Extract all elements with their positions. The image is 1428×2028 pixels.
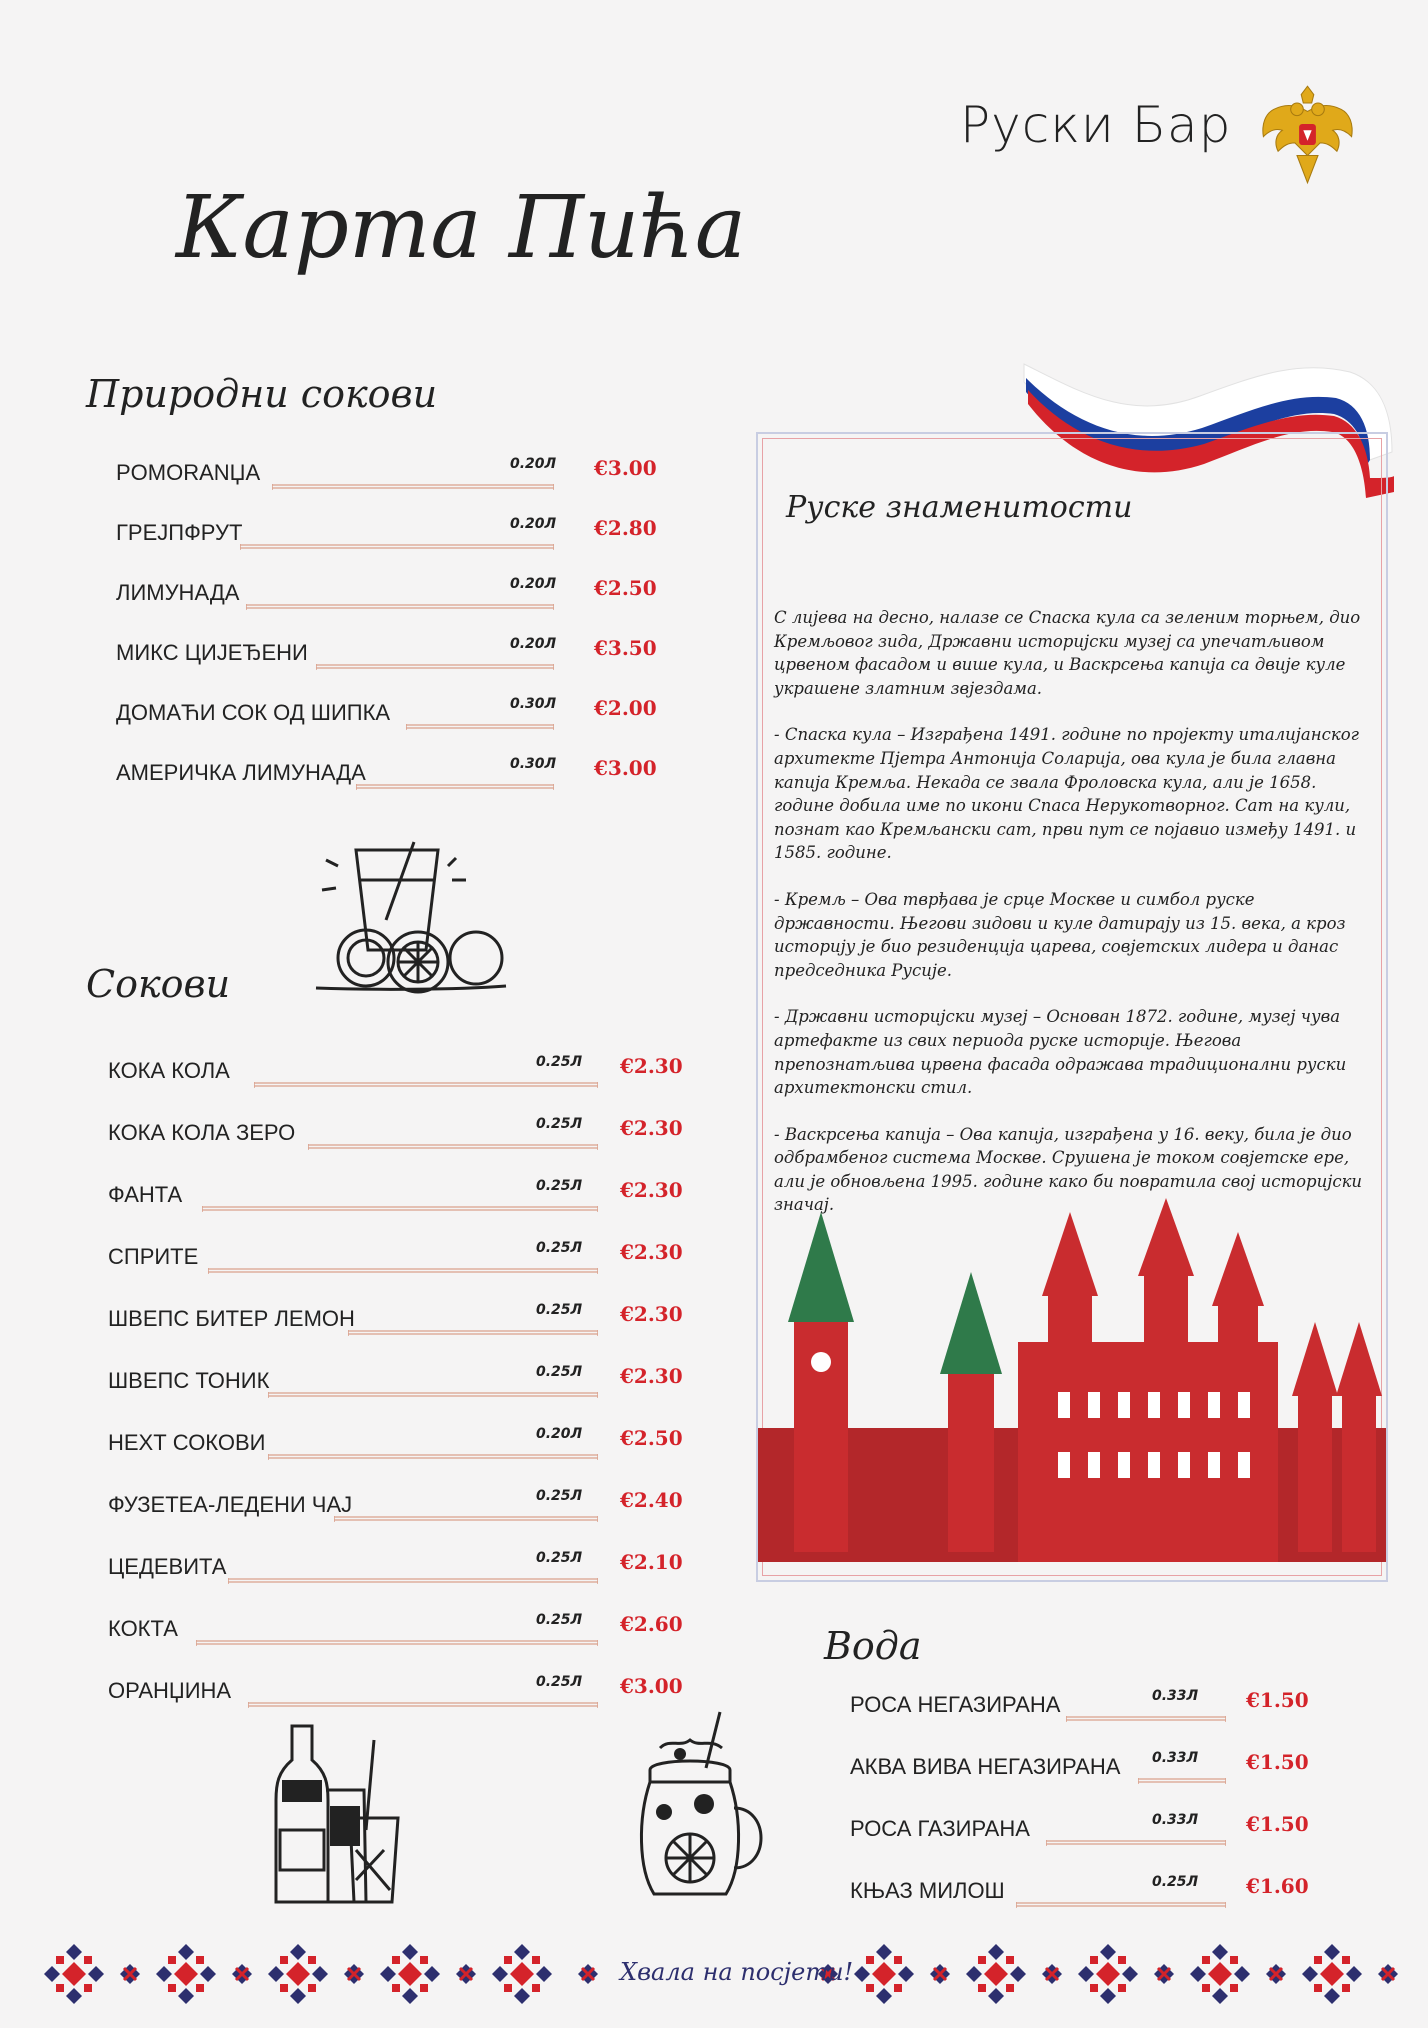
landmarks-paragraph: - Кремљ – Ова тврђава је срце Москве и симбол руске државности. Његови зидови и куле датирају из 15. века, а кроз историју је био резиденција царева, совјетских лидера и данас председника Русије. bbox=[774, 889, 1346, 980]
menu-item-name: ФУЗЕТЕА-ЛЕДЕНИ ЧАЈ bbox=[108, 1492, 353, 1517]
mason-jar-drink-icon bbox=[630, 1708, 780, 1908]
menu-item-name: ДОМАЋИ СОК ОД ШИПКА bbox=[116, 700, 391, 725]
menu-item-name: ШВЕПС БИТЕР ЛЕМОН bbox=[108, 1306, 355, 1331]
leader-line bbox=[316, 664, 554, 670]
menu-item-name: АКВА ВИВА НЕГАЗИРАНА bbox=[850, 1754, 1121, 1779]
menu-item-name: РОСА ГАЗИРАНА bbox=[850, 1816, 1030, 1841]
leader-line bbox=[1138, 1778, 1226, 1784]
menu-item-name: ГРЕЈПФРУТ bbox=[116, 520, 243, 545]
menu-item-row bbox=[108, 1298, 690, 1338]
menu-item-price: €1.50 bbox=[1246, 1812, 1309, 1836]
menu-item-row bbox=[108, 1422, 690, 1462]
menu-item-price: €1.50 bbox=[1246, 1688, 1309, 1712]
leader-line bbox=[254, 1082, 598, 1088]
menu-item-name: НЕХТ СОКОВИ bbox=[108, 1430, 266, 1455]
menu-item-row bbox=[850, 1684, 1316, 1724]
menu-item-name: РОСА НЕГАЗИРАНА bbox=[850, 1692, 1061, 1717]
leader-line bbox=[248, 1702, 598, 1708]
menu-item-volume: 0.30Л bbox=[510, 696, 557, 712]
leader-line bbox=[1066, 1716, 1226, 1722]
menu-item-volume: 0.20Л bbox=[536, 1426, 583, 1442]
menu-item-row bbox=[116, 692, 664, 732]
leader-line bbox=[268, 1392, 598, 1398]
menu-item-row bbox=[850, 1746, 1316, 1786]
menu-item-name: АМЕРИЧКА ЛИМУНАДА bbox=[116, 760, 366, 785]
menu-item-name: POMORANЏA bbox=[116, 460, 261, 485]
menu-item-name: ШВЕПС ТОНИК bbox=[108, 1368, 270, 1393]
leader-line bbox=[1046, 1840, 1226, 1846]
leader-line bbox=[356, 784, 554, 790]
leader-line bbox=[334, 1516, 598, 1522]
menu-item-row bbox=[116, 572, 664, 612]
leader-line bbox=[240, 544, 554, 550]
menu-item-volume: 0.25Л bbox=[536, 1054, 583, 1070]
menu-item-volume: 0.30Л bbox=[510, 756, 557, 772]
menu-item-name: ЦЕДЕВИТА bbox=[108, 1554, 227, 1579]
menu-item-volume: 0.25Л bbox=[536, 1674, 583, 1690]
menu-item-volume: 0.25Л bbox=[536, 1550, 583, 1566]
menu-item-price: €2.10 bbox=[620, 1550, 683, 1574]
menu-item-price: €3.00 bbox=[594, 756, 657, 780]
menu-item-row bbox=[116, 512, 664, 552]
menu-item-price: €2.30 bbox=[620, 1302, 683, 1326]
menu-item-price: €2.00 bbox=[594, 696, 657, 720]
landmarks-paragraph: С лијева на десно, налазе се Спаска кула са зеленим торњем, дио Кремљовог зида, Државни историјски музеј са упечатљивом црвеном фасадом и више кула, и Васкрсења капија са двије куле украшене златним звјездама. bbox=[774, 608, 1361, 698]
menu-item-volume: 0.25Л bbox=[536, 1488, 583, 1504]
menu-item-row bbox=[108, 1112, 690, 1152]
brand-name: Руски Бар bbox=[960, 96, 1232, 154]
juices-title: Сокови bbox=[86, 962, 231, 1006]
natural-juices-title: Природни сокови bbox=[86, 372, 438, 416]
menu-item-volume: 0.20Л bbox=[510, 456, 557, 472]
menu-item-volume: 0.33Л bbox=[1152, 1812, 1199, 1828]
menu-item-row bbox=[108, 1670, 690, 1710]
menu-item-name: КОКТА bbox=[108, 1616, 178, 1641]
menu-item-volume: 0.25Л bbox=[536, 1364, 583, 1380]
menu-item-price: €2.60 bbox=[620, 1612, 683, 1636]
menu-item-volume: 0.25Л bbox=[536, 1302, 583, 1318]
menu-item-volume: 0.25Л bbox=[536, 1612, 583, 1628]
menu-item-price: €2.30 bbox=[620, 1054, 683, 1078]
menu-item-name: ФАНТА bbox=[108, 1182, 183, 1207]
kremlin-illustration bbox=[758, 1192, 1386, 1562]
menu-item-row bbox=[108, 1360, 690, 1400]
landmarks-title: Руске знаменитости bbox=[786, 490, 1133, 525]
menu-item-row bbox=[108, 1484, 690, 1524]
thanks-message: Хвала на посјети! bbox=[620, 1958, 854, 1986]
menu-item-volume: 0.20Л bbox=[510, 576, 557, 592]
leader-line bbox=[246, 604, 554, 610]
leader-line bbox=[1016, 1902, 1226, 1908]
menu-item-volume: 0.25Л bbox=[1152, 1874, 1199, 1890]
menu-item-price: €2.50 bbox=[594, 576, 657, 600]
russian-eagle-crest-icon bbox=[1255, 82, 1360, 187]
menu-item-name: МИКС ЦИЈЕЂЕНИ bbox=[116, 640, 308, 665]
menu-item-price: €3.00 bbox=[620, 1674, 683, 1698]
menu-item-price: €2.30 bbox=[620, 1240, 683, 1264]
menu-item-price: €1.50 bbox=[1246, 1750, 1309, 1774]
menu-item-volume: 0.25Л bbox=[536, 1240, 583, 1256]
menu-item-price: €2.30 bbox=[620, 1364, 683, 1388]
menu-item-row bbox=[108, 1236, 690, 1276]
menu-item-price: €2.40 bbox=[620, 1488, 683, 1512]
menu-item-name: ОРАНЏИНА bbox=[108, 1678, 232, 1703]
landmarks-paragraph: - Државни историјски музеј – Основан 1872. године, музеј чува артефакте из свих периода руске историје. Његова препознатљива црвена фасада одражава традиционални руски архитектонски стил. bbox=[774, 1007, 1347, 1098]
leader-line bbox=[268, 1454, 598, 1460]
menu-item-volume: 0.25Л bbox=[536, 1178, 583, 1194]
menu-item-name: СПРИТЕ bbox=[108, 1244, 199, 1269]
menu-item-name: КОКА КОЛА bbox=[108, 1058, 230, 1083]
menu-item-volume: 0.25Л bbox=[536, 1116, 583, 1132]
menu-item-name: ЛИМУНАДА bbox=[116, 580, 240, 605]
leader-line bbox=[228, 1578, 598, 1584]
menu-item-price: €2.50 bbox=[620, 1426, 683, 1450]
menu-item-volume: 0.33Л bbox=[1152, 1750, 1199, 1766]
menu-item-price: €2.30 bbox=[620, 1178, 683, 1202]
menu-item-row bbox=[850, 1808, 1316, 1848]
leader-line bbox=[348, 1330, 598, 1336]
menu-item-name: КОКА КОЛА ЗЕРО bbox=[108, 1120, 296, 1145]
menu-item-price: €3.50 bbox=[594, 636, 657, 660]
landmarks-paragraph: - Спаска кула – Изграђена 1491. године по пројекту италијанског архитекте Пјетра Антонија Соларија, ова кула је била главна капија Кремља. Некада се звала Фроловска кула, али је 1658. године добила име по икони Спаса Нерукотворног. Сат на кули, познат као Кремљански сат, први пут се појавио између 1491. и 1585. године. bbox=[774, 725, 1359, 863]
leader-line bbox=[196, 1640, 598, 1646]
menu-item-row bbox=[108, 1546, 690, 1586]
landmarks-text bbox=[774, 606, 1364, 1240]
leader-line bbox=[308, 1144, 598, 1150]
menu-item-price: €2.80 bbox=[594, 516, 657, 540]
soda-bottles-icon bbox=[266, 1720, 416, 1910]
juice-glass-oranges-icon bbox=[306, 840, 516, 1000]
menu-item-row bbox=[116, 752, 664, 792]
landmarks-paragraph: - Васкрсења капија – Ова капија, изграђена у 16. веку, била је дио одбрамбеног система Москве. Срушена је током совјетске ере, али је обновљена 1995. године како би повратила свој историјски значај. bbox=[774, 1124, 1363, 1215]
menu-item-row bbox=[108, 1050, 690, 1090]
menu-item-row bbox=[116, 452, 664, 492]
menu-item-price: €2.30 bbox=[620, 1116, 683, 1140]
leader-line bbox=[272, 484, 554, 490]
menu-item-price: €3.00 bbox=[594, 456, 657, 480]
page-title: Карта Пића bbox=[176, 178, 747, 278]
menu-item-volume: 0.33Л bbox=[1152, 1688, 1199, 1704]
leader-line bbox=[208, 1268, 598, 1274]
menu-item-name: КЊАЗ МИЛОШ bbox=[850, 1878, 1005, 1903]
menu-item-row bbox=[850, 1870, 1316, 1910]
menu-item-row bbox=[108, 1608, 690, 1648]
menu-item-volume: 0.20Л bbox=[510, 636, 557, 652]
menu-item-price: €1.60 bbox=[1246, 1874, 1309, 1898]
leader-line bbox=[202, 1206, 598, 1212]
water-title: Вода bbox=[824, 1624, 922, 1668]
menu-item-row bbox=[116, 632, 664, 672]
menu-item-row bbox=[108, 1174, 690, 1214]
menu-item-volume: 0.20Л bbox=[510, 516, 557, 532]
leader-line bbox=[406, 724, 554, 730]
